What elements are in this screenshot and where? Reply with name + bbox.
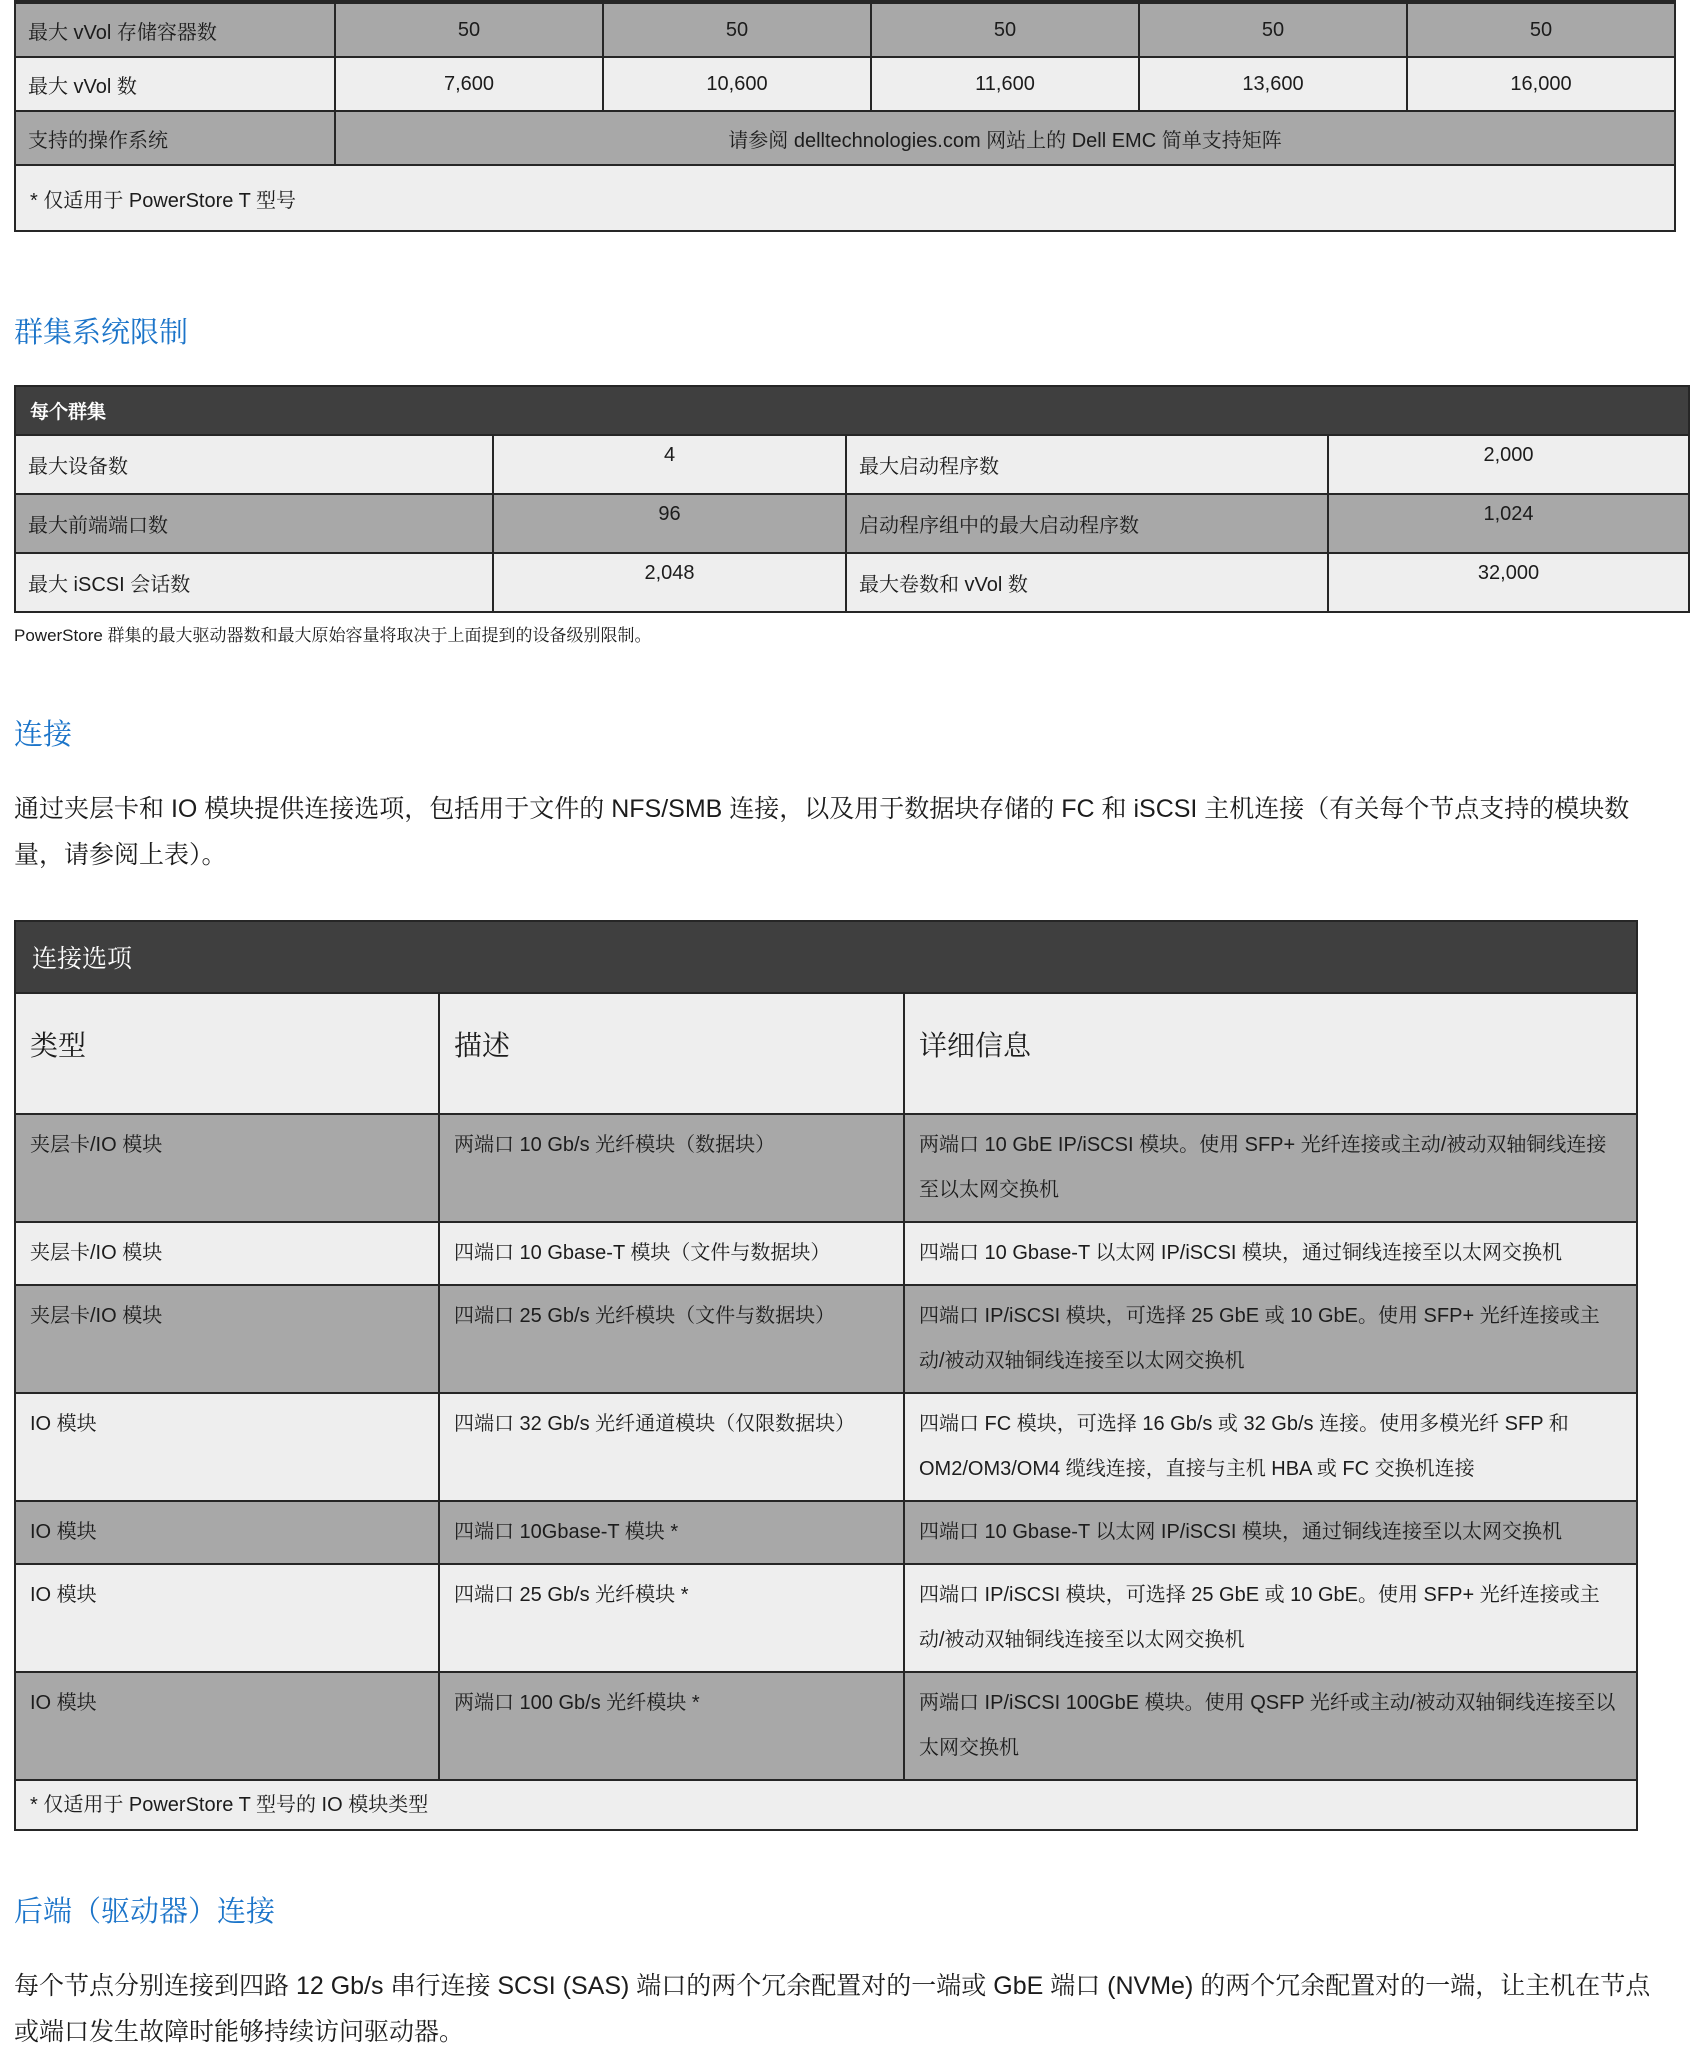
table-header-row (15, 386, 1689, 435)
cell-value: 50 (1139, 2, 1407, 57)
column-header-details: 详细信息 (904, 993, 1637, 1114)
cell-type: IO 模块 (15, 1501, 439, 1564)
cell-description: 四端口 25 Gb/s 光纤模块 * (439, 1564, 904, 1672)
cell-value: 32,000 (1328, 553, 1689, 612)
cell-value: 16,000 (1407, 57, 1675, 111)
cell-type: 夹层卡/IO 模块 (15, 1285, 439, 1393)
table-row (15, 1501, 1637, 1564)
row-label: 最大 vVol 数 (15, 57, 335, 111)
cell-value: 2,048 (493, 553, 846, 612)
table-row (15, 553, 1689, 612)
table-row (15, 1393, 1637, 1501)
table-row-vvol-count (15, 57, 1675, 111)
table-title-connectivity-options: 连接选项 (15, 921, 1637, 993)
cell-description: 四端口 25 Gb/s 光纤模块（文件与数据块） (439, 1285, 904, 1393)
cell-value: 10,600 (603, 57, 871, 111)
table-footnote: * 仅适用于 PowerStore T 型号的 IO 模块类型 (15, 1780, 1637, 1830)
cell-value: 4 (493, 435, 846, 494)
device-limits-table (14, 0, 1676, 232)
row-label: 最大前端端口数 (15, 494, 493, 553)
section-heading-connectivity: 连接 (14, 719, 73, 751)
column-header-row (15, 993, 1637, 1114)
cell-details: 两端口 IP/iSCSI 100GbE 模块。使用 QSFP 光纤或主动/被动双轴铜线连接至以太网交换机 (904, 1672, 1637, 1780)
cell-details: 四端口 IP/iSCSI 模块，可选择 25 GbE 或 10 GbE。使用 SFP+ 光纤连接或主动/被动双轴铜线连接至以太网交换机 (904, 1564, 1637, 1672)
cell-value: 1,024 (1328, 494, 1689, 553)
cell-details: 四端口 FC 模块，可选择 16 Gb/s 或 32 Gb/s 连接。使用多模光纤 SFP 和 OM2/OM3/OM4 缆线连接，直接与主机 HBA 或 FC 交换机连接 (904, 1393, 1637, 1501)
cell-type: IO 模块 (15, 1672, 439, 1780)
backend-paragraph: 每个节点分别连接到四路 12 Gb/s 串行连接 SCSI (SAS) 端口的两个冗余配置对的一端或 GbE 端口 (NVMe) 的两个冗余配置对的一端，让主机在节点或端口发生故障时能够持续访问驱动器。 (14, 1972, 1651, 2046)
column-header-type: 类型 (15, 993, 439, 1114)
cell-description: 四端口 10 Gbase-T 模块（文件与数据块） (439, 1222, 904, 1285)
cell-value: 96 (493, 494, 846, 553)
cluster-table-footnote: PowerStore 群集的最大驱动器数和最大原始容量将取决于上面提到的设备级别限制。 (14, 626, 652, 645)
table-row (15, 1222, 1637, 1285)
table-row (15, 1672, 1637, 1780)
table-title-per-cluster: 每个群集 (15, 386, 1689, 435)
cell-value: 50 (335, 2, 603, 57)
table-row (15, 435, 1689, 494)
row-label: 启动程序组中的最大启动程序数 (846, 494, 1328, 553)
column-header-description: 描述 (439, 993, 904, 1114)
table-row (15, 1564, 1637, 1672)
table-row-vvol-containers (15, 2, 1675, 57)
cell-description: 四端口 10Gbase-T 模块 * (439, 1501, 904, 1564)
table-row-supported-os (15, 111, 1675, 165)
section-heading-backend-connectivity: 后端（驱动器）连接 (14, 1896, 276, 1928)
row-label: 最大设备数 (15, 435, 493, 494)
cell-value: 2,000 (1328, 435, 1689, 494)
cell-details: 四端口 10 Gbase-T 以太网 IP/iSCSI 模块，通过铜线连接至以太网交换机 (904, 1501, 1637, 1564)
cell-details: 两端口 10 GbE IP/iSCSI 模块。使用 SFP+ 光纤连接或主动/被动双轴铜线连接至以太网交换机 (904, 1114, 1637, 1222)
row-label: 最大卷数和 vVol 数 (846, 553, 1328, 612)
cell-value: 13,600 (1139, 57, 1407, 111)
cell-details: 四端口 IP/iSCSI 模块，可选择 25 GbE 或 10 GbE。使用 SFP+ 光纤连接或主动/被动双轴铜线连接至以太网交换机 (904, 1285, 1637, 1393)
cluster-limits-table (14, 385, 1690, 613)
cell-type: IO 模块 (15, 1393, 439, 1501)
cell-type: IO 模块 (15, 1564, 439, 1672)
row-label: 最大启动程序数 (846, 435, 1328, 494)
cell-details: 四端口 10 Gbase-T 以太网 IP/iSCSI 模块，通过铜线连接至以太网交换机 (904, 1222, 1637, 1285)
cell-description: 四端口 32 Gb/s 光纤通道模块（仅限数据块） (439, 1393, 904, 1501)
table-footnote: * 仅适用于 PowerStore T 型号 (15, 165, 1675, 231)
cell-type: 夹层卡/IO 模块 (15, 1222, 439, 1285)
cell-value: 7,600 (335, 57, 603, 111)
row-label: 最大 vVol 存储容器数 (15, 2, 335, 57)
connectivity-options-table (14, 920, 1638, 1831)
table-row (15, 494, 1689, 553)
table-header-row (15, 921, 1637, 993)
row-label: 支持的操作系统 (15, 111, 335, 165)
cell-type: 夹层卡/IO 模块 (15, 1114, 439, 1222)
cell-value: 50 (603, 2, 871, 57)
connectivity-intro-paragraph: 通过夹层卡和 IO 模块提供连接选项，包括用于文件的 NFS/SMB 连接，以及用于数据块存储的 FC 和 iSCSI 主机连接（有关每个节点支持的模块数量，请参阅上表）。 (14, 795, 1630, 869)
cell-value-merged: 请参阅 delltechnologies.com 网站上的 Dell EMC 简单支持矩阵 (335, 111, 1675, 165)
table-footnote-row (15, 165, 1675, 231)
cell-value: 11,600 (871, 57, 1139, 111)
row-label: 最大 iSCSI 会话数 (15, 553, 493, 612)
table-footnote-row (15, 1780, 1637, 1830)
table-row (15, 1285, 1637, 1393)
cell-value: 50 (1407, 2, 1675, 57)
cell-description: 两端口 10 Gb/s 光纤模块（数据块） (439, 1114, 904, 1222)
table-row (15, 1114, 1637, 1222)
cell-value: 50 (871, 2, 1139, 57)
section-heading-cluster-limits: 群集系统限制 (14, 317, 189, 349)
cell-description: 两端口 100 Gb/s 光纤模块 * (439, 1672, 904, 1780)
